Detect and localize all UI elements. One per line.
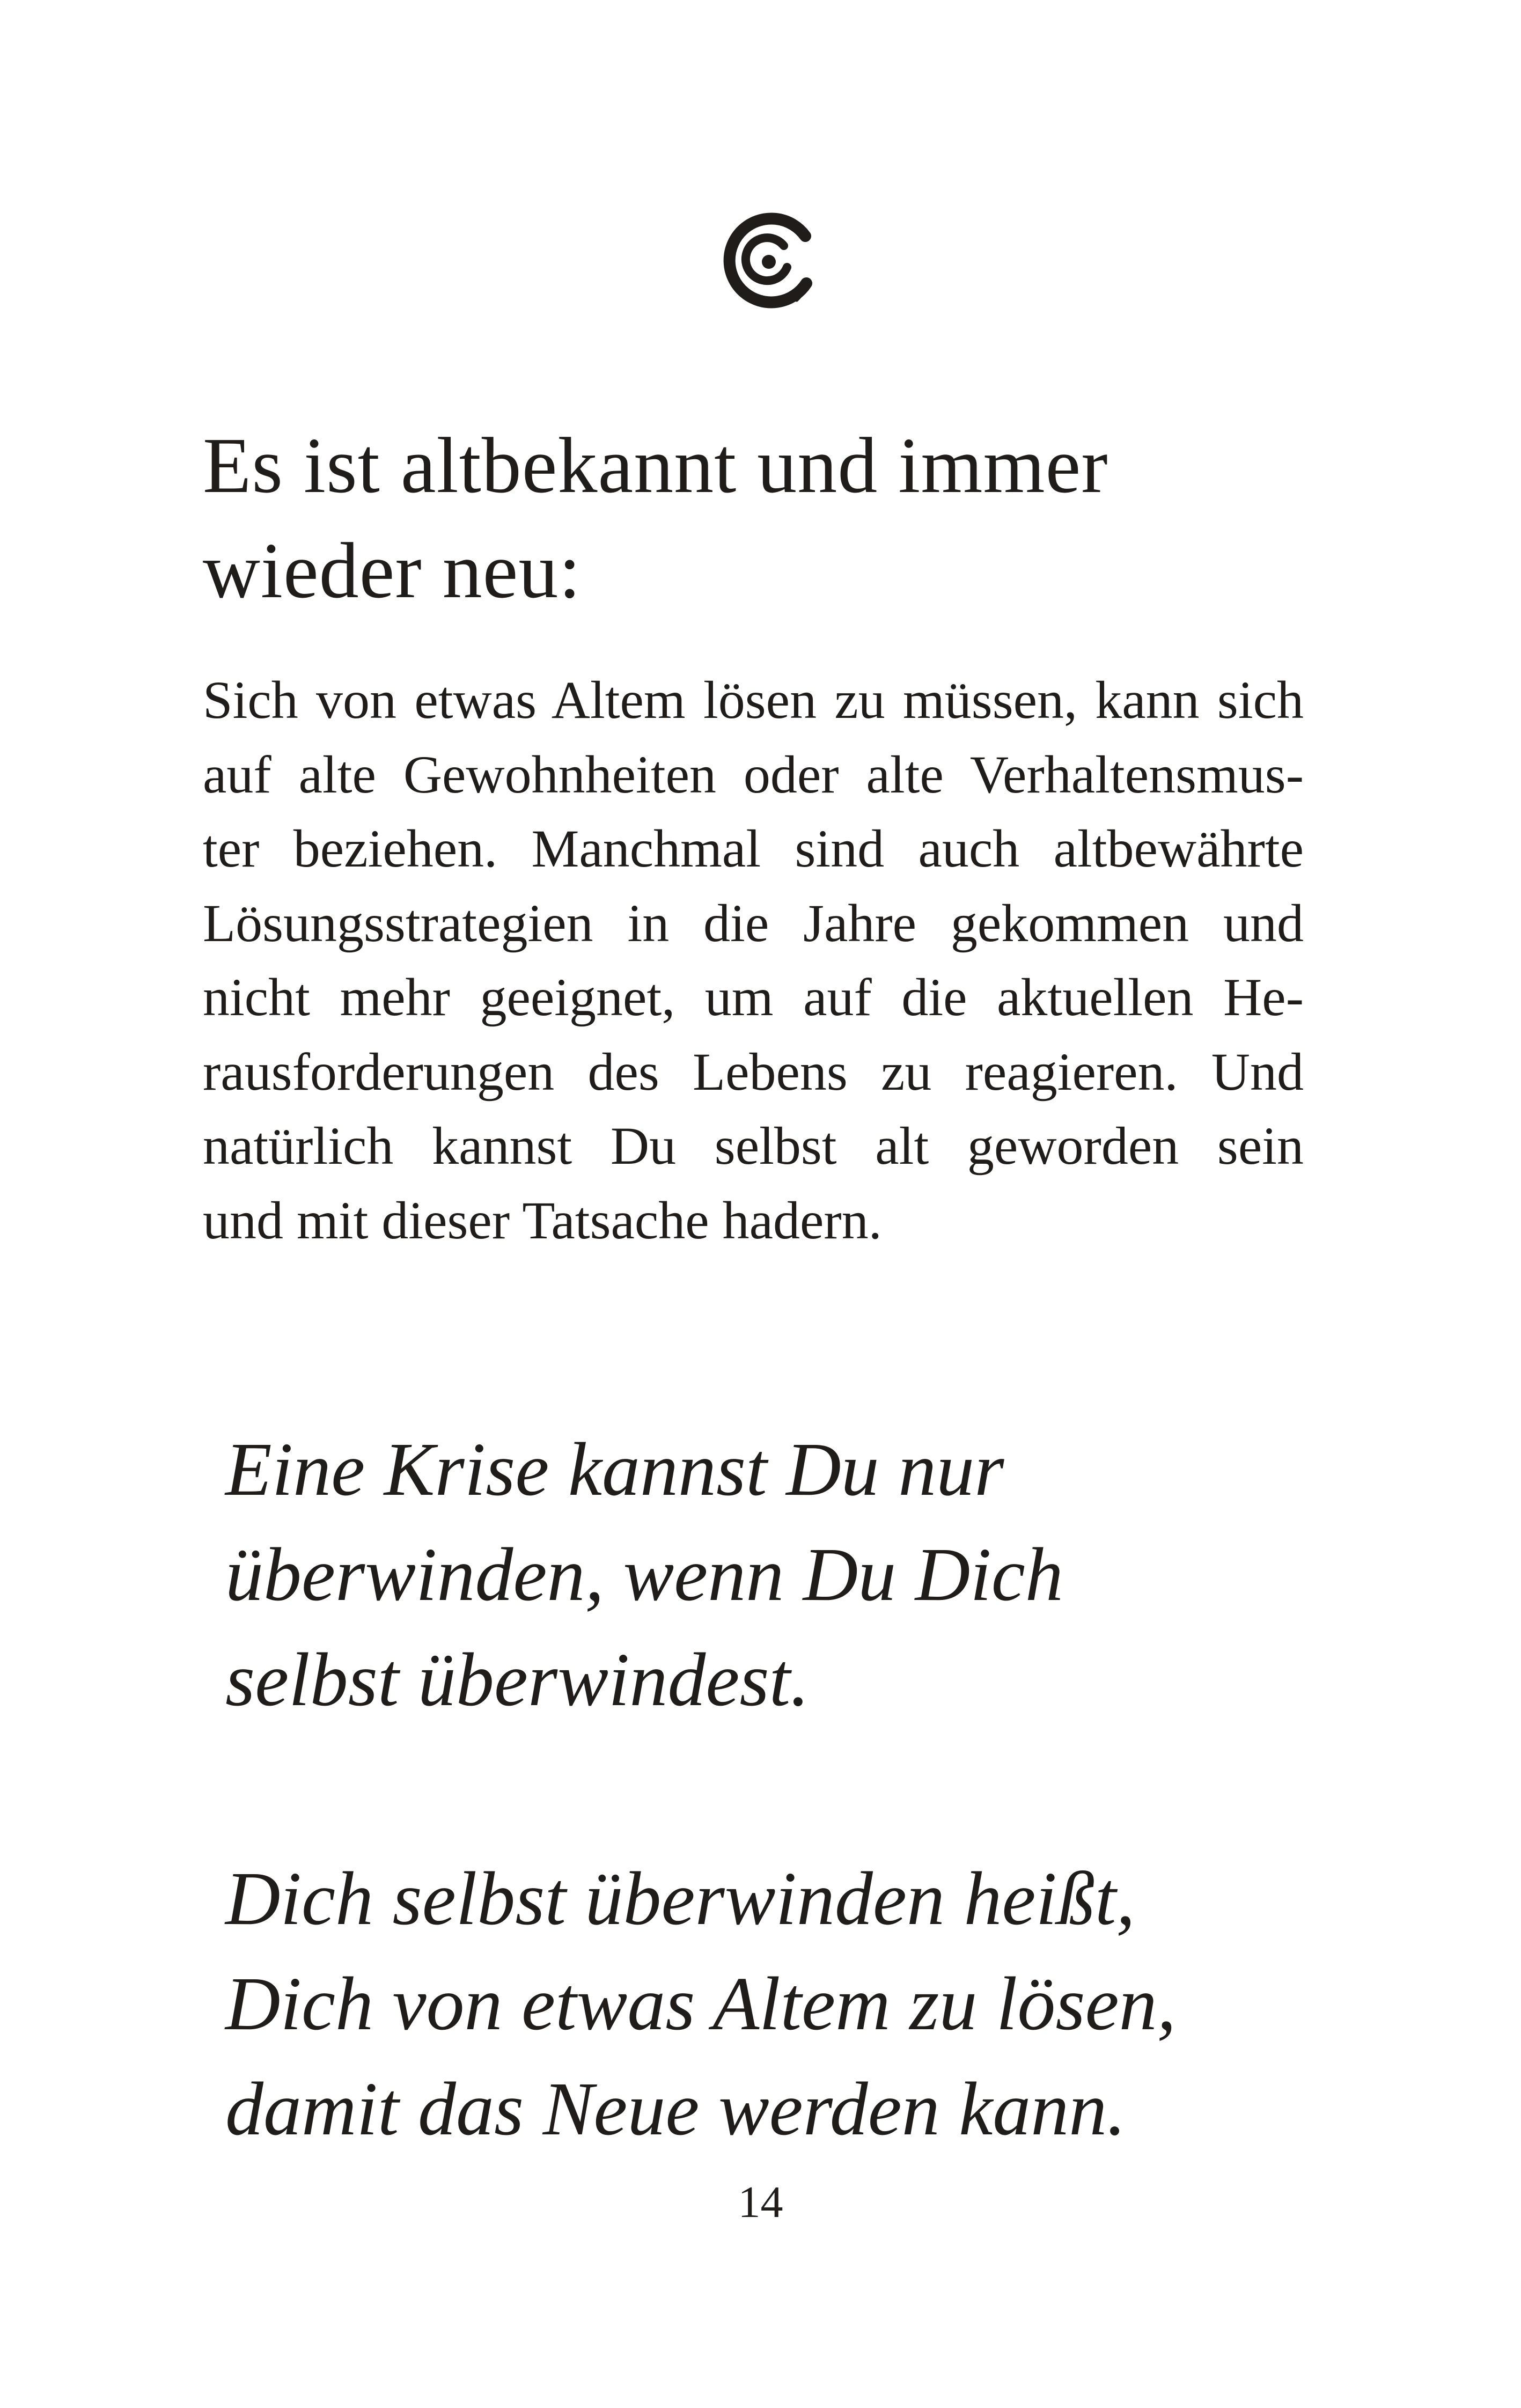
paragraph-line: und mit dieser Tatsache hadern. [203, 1190, 882, 1250]
body-paragraph [203, 663, 1304, 1258]
paragraph-line: Sich von etwas Altem lösen zu müssen, kann sich [203, 670, 1304, 730]
paragraph-line: natürlich kannst Du selbst alt geworden sein [203, 1116, 1304, 1176]
paragraph-line: Lösungsstrategien in die Jahre gekommen und [203, 893, 1304, 953]
heading-line: wieder neu: [203, 527, 582, 615]
page-number: 14 [738, 2177, 783, 2227]
italic-quote-1 [225, 1416, 1352, 1732]
section-heading [203, 413, 1329, 623]
quote-line: selbst überwindest. [225, 1637, 810, 1722]
quote-line: Dich von etwas Altem zu lösen, [225, 1961, 1177, 2046]
italic-quote-2 [225, 1846, 1352, 2161]
quote-line: überwinden, wenn Du Dich [225, 1532, 1063, 1617]
quote-line: Eine Krise kannst Du nur [225, 1427, 1004, 1511]
paragraph-line: nicht mehr geeignet, um auf die aktuellen He- [203, 967, 1304, 1027]
paragraph-line: ter beziehen. Manchmal sind auch altbewährte [203, 819, 1304, 878]
paragraph-line: rausforderungen des Lebens zu reagieren. Und [203, 1041, 1304, 1102]
quote-line: damit das Neue werden kann. [225, 2066, 1126, 2151]
spiral-icon [711, 203, 829, 321]
quote-line: Dich selbst überwinden heißt, [225, 1856, 1135, 1941]
paragraph-line: auf alte Gewohnheiten oder alte Verhaltensmus- [203, 744, 1304, 804]
heading-line: Es ist altbekannt und immer [203, 422, 1108, 510]
